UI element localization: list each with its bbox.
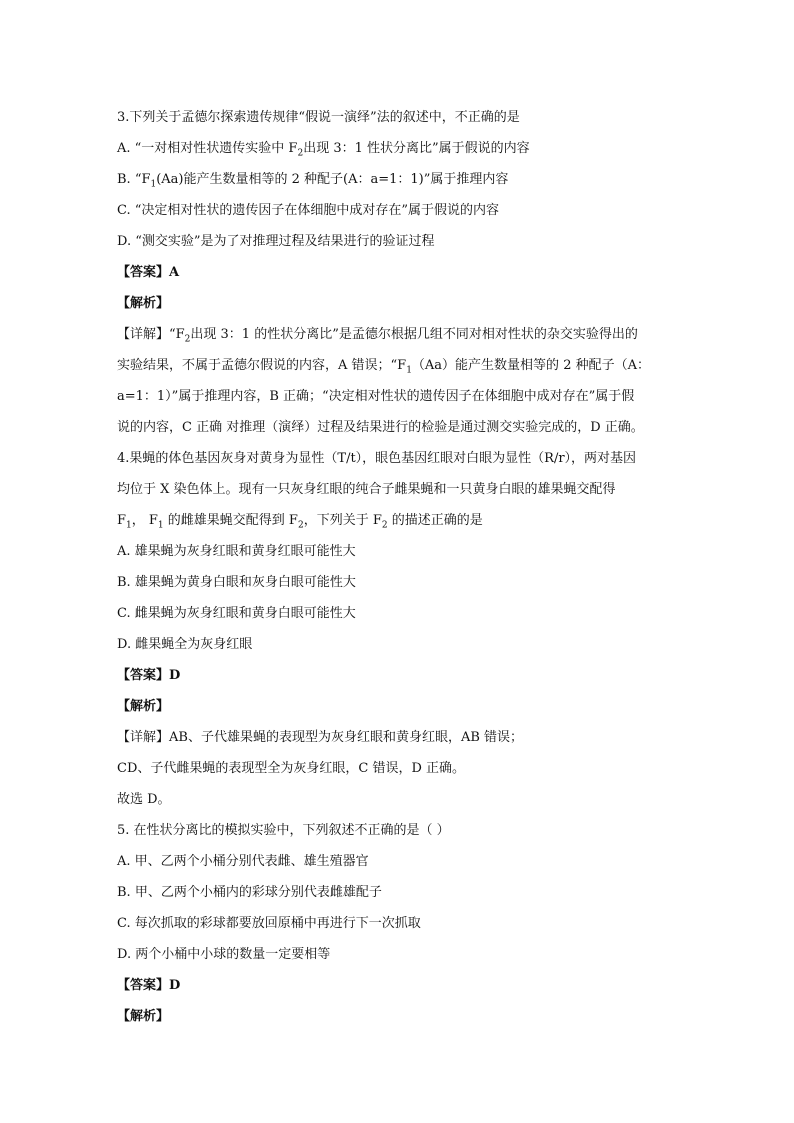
q3-answer: 【答案】A	[117, 265, 180, 280]
q4-stem-line-2: 均位于 X 染色体上。现有一只灰身红眼的纯合子雌果蝇和一只黄身白眼的雄果蝇交配得	[117, 482, 616, 497]
q5-option-a: A. 甲、乙两个小桶分别代表雌、雄生殖器官	[117, 854, 369, 869]
q4-detail-line-3: 故选 D。	[117, 792, 171, 807]
q3-option-a: A. “一对相对性状遗传实验中 $F_2$出现 3：1 性状分离比”属于假说的内容	[117, 141, 530, 159]
q4-option-a: A. 雄果蝇为灰身红眼和黄身红眼可能性大	[117, 544, 356, 559]
q3-stem: 3.下列关于孟德尔探索遗传规律“假说一演绎”法的叙述中，不正确的是	[117, 110, 520, 125]
q3-detail-line-1: 【详解】“$F_2$出现 3：1 的性状分离比”是孟德尔根据几组不同对相对性状的杂交实验得出的	[117, 327, 638, 345]
q3-detail-line-4: 说的内容，C 正确 对推理（演绎）过程及结果进行的检验是通过测交实验完成的，D 正确。	[117, 420, 644, 435]
q5-answer: 【答案】D	[117, 978, 181, 993]
q4-analysis-heading: 【解析】	[117, 699, 170, 714]
q4-stem-line-3: $F_1$， $F_1$ 的雌雄果蝇交配得到 $F_2$，下列关于 $F_2$ 的描述正确的是	[117, 513, 483, 531]
q3-option-c: C. “决定相对性状的遗传因子在体细胞中成对存在”属于假说的内容	[117, 203, 500, 218]
q5-option-d: D. 两个小桶中小球的数量一定要相等	[117, 947, 331, 962]
q5-option-c: C. 每次抓取的彩球都要放回原桶中再进行下一次抓取	[117, 916, 421, 931]
q4-detail-line-2: CD、子代雌果蝇的表现型全为灰身红眼，C 错误，D 正确。	[117, 761, 466, 776]
q5-option-b: B. 甲、乙两个小桶内的彩球分别代表雌雄配子	[117, 885, 382, 900]
q3-detail-line-2: 实验结果，不属于孟德尔假说的内容，A 错误；“$F_1(Aa)$能产生数量相等的 2 种配子（A：	[117, 358, 650, 376]
q3-detail-line-3: a=1：1）”属于推理内容，B 正确；“决定相对性状的遗传因子在体细胞中成对存在”属于假	[117, 389, 635, 404]
q5-stem: 5. 在性状分离比的模拟实验中，下列叙述不正确的是（ ）	[117, 823, 450, 838]
q3-option-b: B. “$F_1(Aa)$能产生数量相等的 2 种配子(A：a=1：1)”属于推理内容	[117, 172, 509, 190]
q5-analysis-heading: 【解析】	[117, 1009, 170, 1024]
q4-option-d: D. 雌果蝇全为灰身红眼	[117, 637, 253, 652]
q4-answer: 【答案】D	[117, 668, 181, 683]
q3-analysis-heading: 【解析】	[117, 296, 170, 311]
document-body	[117, 102, 677, 1032]
q4-detail-line-1: 【详解】AB、子代雄果蝇的表现型为灰身红眼和黄身红眼，AB 错误；	[117, 730, 524, 745]
q4-option-b: B. 雄果蝇为黄身白眼和灰身白眼可能性大	[117, 575, 356, 590]
q4-stem-line-1: 4.果蝇的体色基因灰身对黄身为显性（T/t），眼色基因红眼对白眼为显性（R/r），两对基因	[117, 451, 637, 466]
q4-option-c: C. 雌果蝇为灰身红眼和黄身白眼可能性大	[117, 606, 356, 621]
q3-option-d: D. “测交实验”是为了对推理过程及结果进行的验证过程	[117, 234, 435, 249]
